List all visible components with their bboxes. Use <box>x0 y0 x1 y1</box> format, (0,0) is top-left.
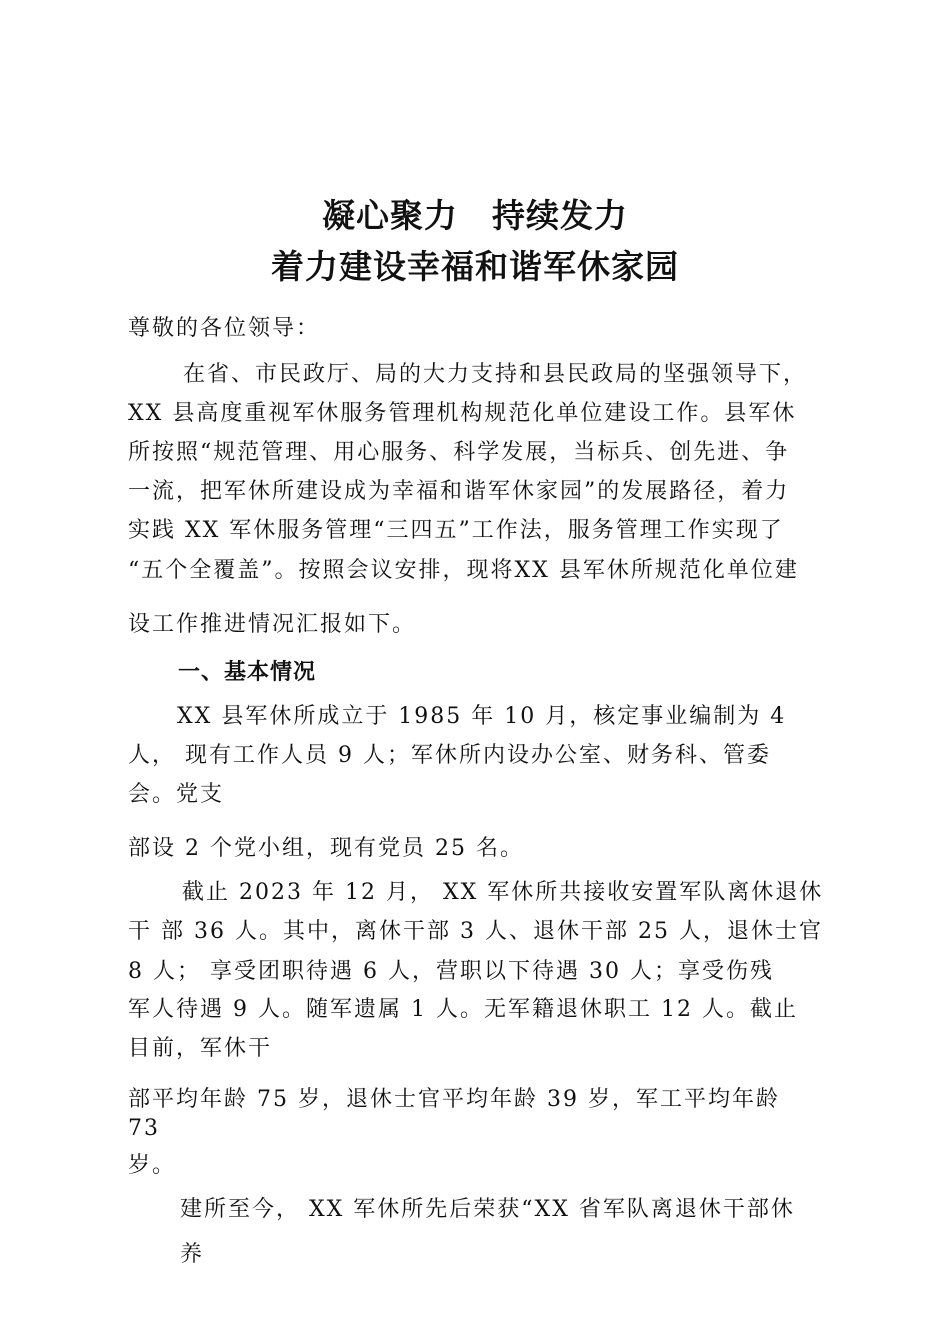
para3-line: 73 <box>128 1116 160 1141</box>
para2-line: XX 县军休所成立于 1985 年 10 月，核定事业编制为 4 <box>177 704 787 729</box>
para1-line: “五个全覆盖”。按照会议安排，现将XX 县军休所规范化单位建 <box>128 558 799 583</box>
para3-line: 岁。 <box>128 1153 177 1178</box>
para2-line: 人， 现有工作人员 9 人；军休所内设办公室、财务科、管委 <box>128 743 771 768</box>
document-title-line2: 着力建设幸福和谐军休家园 <box>271 247 679 286</box>
para1-line: XX 县高度重视军休服务管理机构规范化单位建设工作。县军休 <box>128 401 797 426</box>
para3-line: 8 人； 享受团职待遇 6 人，营职以下待遇 30 人；享受伤残 <box>128 959 774 984</box>
para4-line: 养 <box>180 1242 205 1267</box>
para1-line: 实践 XX 军休服务管理“三四五”工作法，服务管理工作实现了 <box>128 518 784 543</box>
para3-line: 干 部 36 人。其中，离休干部 3 人、退休干部 25 人，退休士官 <box>128 919 823 944</box>
para3-line: 部平均年龄 75 岁，退休士官平均年龄 39 岁，军工平均年龄 <box>128 1087 780 1112</box>
para1-line: 一流，把军休所建设成为幸福和谐军休家园”的发展路径，着力 <box>128 479 790 504</box>
section-heading-basic-info: 一、基本情况 <box>178 660 317 685</box>
salutation: 尊敬的各位领导： <box>128 316 321 341</box>
para3-line: 截止 2023 年 12 月， XX 军休所共接收安置军队离休退休 <box>182 880 824 905</box>
para2-line: 部设 2 个党小组，现有党员 25 名。 <box>128 836 524 861</box>
para3-line: 军人待遇 9 人。随军遗属 1 人。无军籍退休职工 12 人。截止 <box>128 997 798 1022</box>
para1-line: 设工作推进情况汇报如下。 <box>128 612 417 637</box>
para3-line: 目前，军休干 <box>128 1036 273 1061</box>
para2-line: 会。党支 <box>128 782 225 807</box>
para1-line: 所按照“规范管理、用心服务、科学发展，当标兵、创先进、争 <box>128 440 790 465</box>
document-title-line1: 凝心聚力 持续发力 <box>322 196 628 235</box>
para1-line: 在省、市民政厅、局的大力支持和县民政局的坚强领导下， <box>183 362 808 387</box>
para4-line: 建所至今， XX 军休所先后荣获“XX 省军队离退休干部休 <box>180 1197 795 1222</box>
